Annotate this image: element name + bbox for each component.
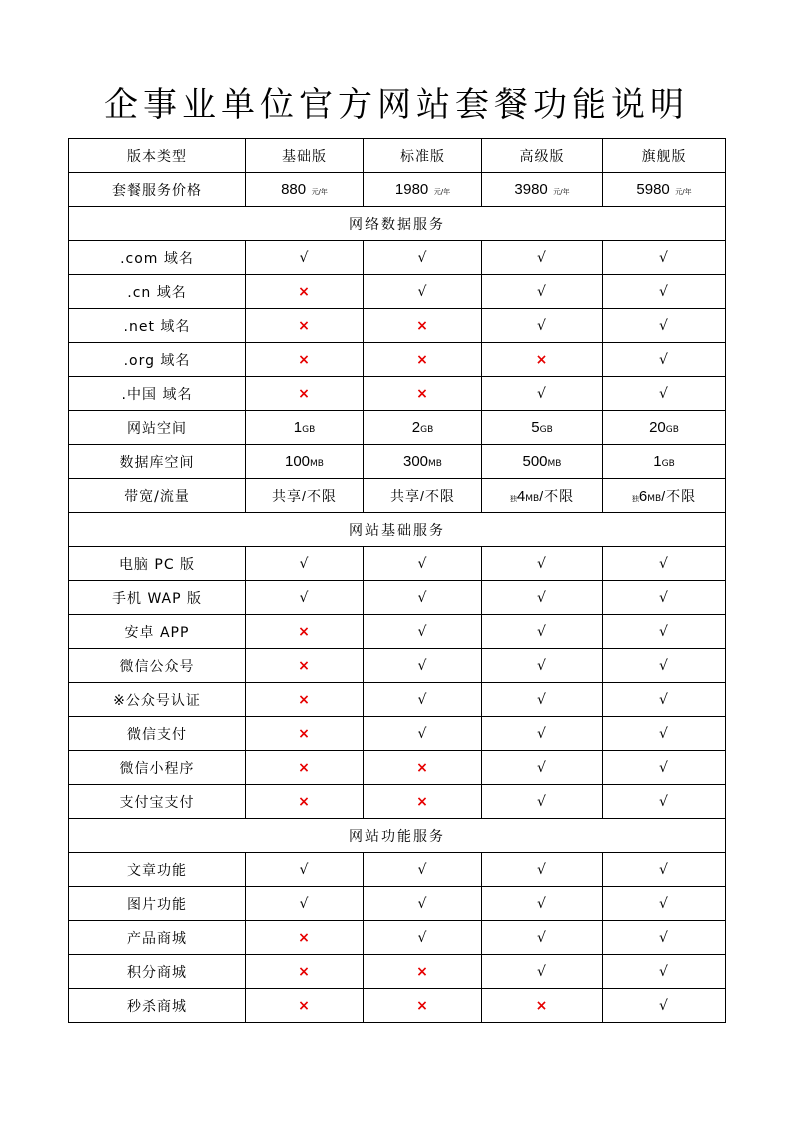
cross-mark: × — [246, 717, 364, 751]
cross-mark: × — [364, 377, 482, 411]
price-value: 880 — [281, 181, 307, 198]
check-mark: √ — [603, 343, 726, 377]
check-mark: √ — [364, 615, 482, 649]
db-unit: MB — [310, 459, 324, 469]
bandwidth-unlimited: 不限 — [544, 488, 575, 505]
space-unit: GB — [665, 425, 679, 435]
bandwidth-separator: / — [539, 487, 545, 504]
check-mark: √ — [603, 649, 726, 683]
feature-label: 微信公众号 — [69, 649, 246, 683]
feature-label: 安卓 APP — [69, 615, 246, 649]
check-mark: √ — [482, 853, 603, 887]
check-mark: √ — [482, 275, 603, 309]
bandwidth-exclusive: 独 — [631, 494, 639, 503]
feature-row — [69, 887, 726, 921]
bandwidth-separator: / — [661, 487, 667, 504]
db-value: 100 — [285, 453, 311, 470]
bandwidth-unit: MB — [525, 493, 540, 504]
check-mark: √ — [482, 717, 603, 751]
space-value: 2 — [411, 419, 421, 436]
db-unit: MB — [547, 459, 562, 469]
feature-row — [69, 683, 726, 717]
space-value: 20 — [649, 419, 666, 436]
db-value: 1 — [653, 453, 662, 470]
check-mark: √ — [246, 547, 364, 581]
bandwidth-separator: / — [420, 487, 425, 504]
feature-row — [69, 343, 726, 377]
bandwidth-unlimited: 不限 — [306, 488, 337, 505]
space-unit: GB — [420, 425, 434, 435]
price-value: 5980 — [636, 181, 670, 198]
feature-row — [69, 921, 726, 955]
feature-label: 产品商城 — [69, 921, 246, 955]
feature-row — [69, 989, 726, 1023]
cross-mark: × — [246, 377, 364, 411]
cross-mark: × — [246, 751, 364, 785]
check-mark: √ — [482, 615, 603, 649]
cross-mark: × — [246, 921, 364, 955]
feature-label: .net 域名 — [69, 309, 246, 343]
check-mark: √ — [364, 649, 482, 683]
feature-label: .cn 域名 — [69, 275, 246, 309]
plan-name: 高级版 — [482, 139, 603, 173]
cross-mark: × — [246, 309, 364, 343]
feature-row — [69, 581, 726, 615]
bandwidth-cell — [246, 479, 364, 513]
feature-row — [69, 717, 726, 751]
bandwidth-row — [69, 479, 726, 513]
bandwidth-unlimited: 不限 — [666, 488, 697, 505]
check-mark: √ — [603, 921, 726, 955]
bandwidth-cell — [364, 479, 482, 513]
feature-row — [69, 853, 726, 887]
check-mark: √ — [482, 547, 603, 581]
check-mark: √ — [364, 853, 482, 887]
check-mark: √ — [246, 581, 364, 615]
cross-mark: × — [364, 955, 482, 989]
domain-rows — [69, 241, 726, 411]
check-mark: √ — [603, 547, 726, 581]
price-cell — [364, 173, 482, 207]
bandwidth-separator: / — [302, 487, 307, 504]
cross-mark: × — [482, 343, 603, 377]
feature-label: 文章功能 — [69, 853, 246, 887]
page-title: 企事业单位官方网站套餐功能说明 — [104, 85, 689, 125]
check-mark: √ — [482, 683, 603, 717]
cross-mark: × — [246, 615, 364, 649]
plan-name: 标准版 — [364, 139, 482, 173]
bandwidth-shared: 共享 — [390, 488, 421, 505]
check-mark: √ — [246, 887, 364, 921]
space-unit: GB — [302, 425, 316, 435]
db-cell — [603, 445, 726, 479]
feature-label: 支付宝支付 — [69, 785, 246, 819]
cross-mark: × — [246, 955, 364, 989]
space-value: 5 — [531, 419, 540, 436]
db-cell — [364, 445, 482, 479]
feature-label: 电脑 PC 版 — [69, 547, 246, 581]
price-row — [69, 173, 726, 207]
plan-name: 基础版 — [246, 139, 364, 173]
plan-comparison-table — [68, 138, 726, 1023]
check-mark: √ — [482, 649, 603, 683]
cross-mark: × — [364, 989, 482, 1023]
check-mark: √ — [603, 309, 726, 343]
check-mark: √ — [603, 989, 726, 1023]
row-label: 数据库空间 — [69, 445, 246, 479]
check-mark: √ — [364, 921, 482, 955]
check-mark: √ — [603, 275, 726, 309]
feature-row — [69, 309, 726, 343]
bandwidth-shared: 共享 — [272, 488, 303, 505]
section-title: 网站功能服务 — [69, 819, 726, 853]
section-row — [69, 819, 726, 853]
feature-label: .org 域名 — [69, 343, 246, 377]
price-unit: 元/年 — [433, 188, 451, 196]
check-mark: √ — [603, 615, 726, 649]
check-mark: √ — [482, 751, 603, 785]
feature-row — [69, 275, 726, 309]
price-value: 3980 — [514, 181, 548, 198]
feature-row — [69, 377, 726, 411]
row-label: 版本类型 — [69, 139, 246, 173]
check-mark: √ — [364, 887, 482, 921]
bandwidth-cell — [603, 479, 726, 513]
check-mark: √ — [603, 887, 726, 921]
cross-mark: × — [246, 683, 364, 717]
space-value: 1 — [293, 419, 303, 436]
plan-name: 旗舰版 — [603, 139, 726, 173]
row-label: 带宽/流量 — [69, 479, 246, 513]
feature-label: .com 域名 — [69, 241, 246, 275]
check-mark: √ — [603, 853, 726, 887]
cross-mark: × — [246, 649, 364, 683]
feature-label: 手机 WAP 版 — [69, 581, 246, 615]
cross-mark: × — [364, 309, 482, 343]
feature-row — [69, 547, 726, 581]
cross-mark: × — [364, 751, 482, 785]
price-unit: 元/年 — [675, 188, 692, 196]
check-mark: √ — [603, 785, 726, 819]
check-mark: √ — [482, 921, 603, 955]
bandwidth-exclusive: 独 — [509, 494, 517, 503]
cross-mark: × — [364, 785, 482, 819]
space-cell — [246, 411, 364, 445]
feature-label: 图片功能 — [69, 887, 246, 921]
space-cell — [603, 411, 726, 445]
web-space-row — [69, 411, 726, 445]
feature-row — [69, 649, 726, 683]
feature-row — [69, 241, 726, 275]
row-label: 套餐服务价格 — [69, 173, 246, 207]
price-cell — [482, 173, 603, 207]
db-unit: GB — [661, 459, 675, 469]
feature-label: 积分商城 — [69, 955, 246, 989]
check-mark: √ — [482, 377, 603, 411]
function-service-rows — [69, 853, 726, 1023]
db-value: 300 — [403, 453, 429, 470]
check-mark: √ — [482, 581, 603, 615]
feature-row — [69, 955, 726, 989]
check-mark: √ — [482, 955, 603, 989]
space-cell — [364, 411, 482, 445]
db-space-row — [69, 445, 726, 479]
price-unit: 元/年 — [311, 188, 328, 196]
check-mark: √ — [482, 887, 603, 921]
check-mark: √ — [482, 241, 603, 275]
check-mark: √ — [364, 683, 482, 717]
basic-service-rows — [69, 547, 726, 819]
db-cell — [482, 445, 603, 479]
cross-mark: × — [364, 343, 482, 377]
cross-mark: × — [246, 989, 364, 1023]
check-mark: √ — [364, 717, 482, 751]
check-mark: √ — [364, 547, 482, 581]
db-unit: MB — [428, 459, 442, 469]
check-mark: √ — [364, 275, 482, 309]
check-mark: √ — [603, 377, 726, 411]
check-mark: √ — [603, 581, 726, 615]
cross-mark: × — [246, 275, 364, 309]
db-value: 500 — [522, 453, 548, 470]
check-mark: √ — [482, 785, 603, 819]
check-mark: √ — [603, 955, 726, 989]
price-cell — [603, 173, 726, 207]
feature-row — [69, 751, 726, 785]
check-mark: √ — [603, 241, 726, 275]
cross-mark: × — [246, 343, 364, 377]
check-mark: √ — [603, 751, 726, 785]
bandwidth-value: 4 — [516, 487, 526, 505]
table-header-row — [69, 139, 726, 173]
space-cell — [482, 411, 603, 445]
check-mark: √ — [246, 853, 364, 887]
bandwidth-cell — [482, 479, 603, 513]
space-unit: GB — [539, 425, 553, 435]
db-cell — [246, 445, 364, 479]
check-mark: √ — [364, 241, 482, 275]
check-mark: √ — [246, 241, 364, 275]
section-title: 网络数据服务 — [69, 207, 726, 241]
feature-label: 微信小程序 — [69, 751, 246, 785]
feature-label: 微信支付 — [69, 717, 246, 751]
price-unit: 元/年 — [553, 188, 570, 196]
price-value: 1980 — [394, 181, 429, 198]
check-mark: √ — [603, 683, 726, 717]
feature-row — [69, 785, 726, 819]
row-label: 网站空间 — [69, 411, 246, 445]
section-row — [69, 207, 726, 241]
bandwidth-unlimited: 不限 — [424, 488, 455, 505]
check-mark: √ — [603, 717, 726, 751]
feature-label: ※公众号认证 — [69, 683, 246, 717]
bandwidth-value: 6 — [638, 487, 648, 505]
feature-row — [69, 615, 726, 649]
section-row — [69, 513, 726, 547]
feature-label: .中国 域名 — [69, 377, 246, 411]
bandwidth-unit: MB — [647, 493, 662, 504]
check-mark: √ — [482, 309, 603, 343]
section-title: 网站基础服务 — [69, 513, 726, 547]
feature-label: 秒杀商城 — [69, 989, 246, 1023]
cross-mark: × — [482, 989, 603, 1023]
cross-mark: × — [246, 785, 364, 819]
check-mark: √ — [364, 581, 482, 615]
price-cell — [246, 173, 364, 207]
